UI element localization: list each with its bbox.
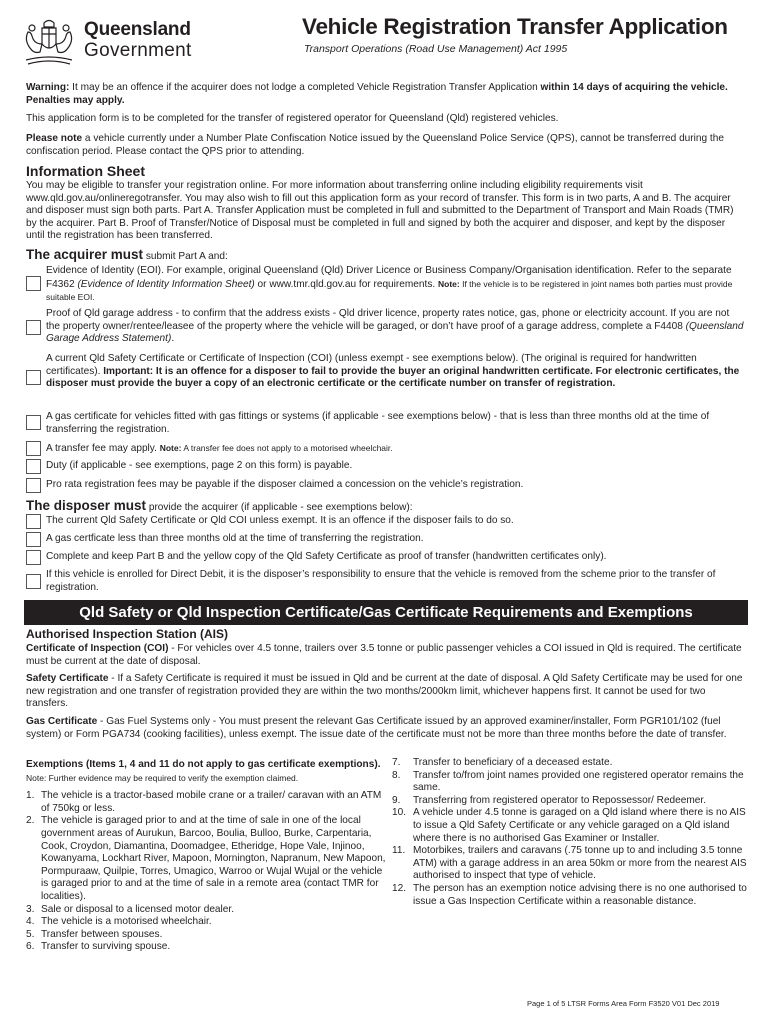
exemption-number: 8.: [392, 769, 401, 781]
note-paragraph: [26, 133, 744, 158]
acquirer-heading: [26, 249, 744, 264]
exemption-item: [26, 916, 386, 929]
safety-certificate-paragraph: Safety Certificate - If a Safety Certificate is required it must be issued in Qld and be current at the date of disposal. A Qld Safety Certificate may be used for one new registration and one transfer of registration provided they are within the two months/2000km limit, whichever happens first. It cannot be used for two transfers.: [26, 673, 743, 710]
disposer-item-part-b: Complete and keep Part B and the yellow copy of the Qld Safety Certificate as proof of transfer (handwritten certificates only).: [46, 551, 607, 562]
exemption-text: Sale or disposal to a licensed motor dealer.: [41, 903, 235, 915]
exemption-item: [392, 757, 748, 770]
acquirer-item-gas-certificate: A gas certificate for vehicles fitted with gas fittings or systems (if applicable - see exemptions below) - that is less than three months old at the time of transferring the registration.: [46, 411, 710, 435]
information-sheet-text: You may be eligible to transfer your registration online. For more information about transferring online including eligibility requirements visit www.qld.gov.au/onlineregotransfer. You may also wish to fill out this application form as your record of transfer. This form is in two parts, A and B. The acquirer and disposer must sign both parts. Part A. Transfer Application must be completed in full and submitted to the Department of Transport and Main Roads (TMR) by the acquirer. Part B. Proof of Transfer/Notice of Disposal must be completed in full and signed by both the acquirer and disposer, and kept by the disposer until the registration has been transferred.: [26, 180, 734, 242]
exemption-item: [26, 929, 386, 942]
disposer-heading: [26, 500, 744, 515]
exemption-item: [26, 904, 386, 917]
exemption-text: Transferring from registered operator to Repossessor/ Redeemer.: [413, 794, 707, 806]
exemption-item: [392, 795, 748, 808]
exemption-number: 3.: [26, 903, 35, 915]
exemption-text: Transfer to/from joint names provided one registered operator remains the same.: [413, 769, 744, 794]
disposer-lead: The disposer must: [26, 498, 147, 513]
ais-heading: Authorised Inspection Station (AIS): [26, 627, 229, 641]
exemption-number: 10.: [392, 807, 407, 819]
information-sheet-heading: Information Sheet: [26, 163, 146, 179]
checkbox-disposer-part-b[interactable]: [26, 550, 41, 565]
note-label: Please note: [26, 133, 83, 144]
disposer-lead-rest: provide the acquirer (if applicable - see exemptions below):: [146, 502, 413, 513]
checkbox-acquirer-garage-address[interactable]: [26, 320, 41, 335]
acquirer-item-transfer-fee: A transfer fee may apply. Note: A transfer fee does not apply to a motorised wheelchair.: [46, 443, 393, 454]
exemption-item: [392, 807, 748, 845]
exemption-number: 2.: [26, 815, 35, 827]
exemption-item: [392, 770, 748, 795]
government-name-line1: Queensland: [84, 19, 191, 40]
government-name-line2: Government: [84, 40, 192, 61]
exemption-item: [26, 815, 386, 903]
exemption-text: A vehicle under 4.5 tonne is garaged on a Qld island where there is no AIS to issue a Qld Safety Certificate or any vehicle garaged on a Qld island where there is no authorised Gas Examiner or Installer.: [413, 807, 746, 844]
disposer-item-safety-certificate: The current Qld Safety Certificate or Qld COI unless exempt. It is an offence if the disposer fails to do so.: [46, 515, 514, 526]
exemption-item: [392, 883, 748, 908]
exemption-text: Motorbikes, trailers and caravans (.75 tonne up to and including 3.5 tonne ATM) with a garage address in an area 50km or more from the nearest AIS authorised to inspect that type of vehicle.: [413, 845, 747, 882]
exemption-text: The vehicle is a tractor-based mobile crane or a trailer/ caravan with an ATM of 750kg or less.: [41, 790, 382, 814]
coat-of-arms-icon: [20, 14, 78, 68]
exemption-text: The vehicle is garaged prior to and at the time of sale in one of the local government areas of Aurukun, Barcoo, Boulia, Bulloo, Burke, Carpentaria, Cook, Croydon, Diamantina, Doomadgee, Etheridge, Hope Vale, Injinoo, Kowanyama, Lockhart River, Mapoon, Mornington, Napranum, New Mapoon, Pormpuraaw, Quilpie, Torres, Umagico, Warroo or Wujal Wujal or the vehicle is garaged prior to and at the time of sale in a remote area (contact TMR for localities).: [41, 815, 386, 902]
warning-label: Warning:: [26, 82, 70, 93]
exemption-number: 6.: [26, 941, 35, 953]
exemption-text: Transfer between spouses.: [41, 928, 163, 940]
exemption-number: 11.: [392, 845, 406, 857]
exemption-text: Transfer to surviving spouse.: [41, 941, 171, 953]
checkbox-acquirer-pro-rata[interactable]: [26, 478, 41, 493]
purpose-paragraph: This application form is to be completed for the transfer of registered operator for Queensland (Qld) registered vehicles.: [26, 113, 559, 124]
exemption-number: 1.: [26, 790, 35, 802]
checkbox-disposer-safety-certificate[interactable]: [26, 514, 41, 529]
gas-certificate-paragraph: Gas Certificate - Gas Fuel Systems only - You must present the relevant Gas Certificate issued by an approved examiner/installer, Form PGR101/102 (fuel system) or Form PGA734 (cooking facilities), unless exempt. The issue date of the certificate must not be more than three months before the date of transfer.: [26, 716, 727, 740]
exemption-item: [26, 941, 386, 954]
exemptions-intro: Exemptions (Items 1, 4 and 11 do not apply to gas certificate exemptions). Note: Further evidence may be required to verify the exemption claimed.: [26, 759, 381, 783]
acquirer-lead: The acquirer must: [26, 247, 144, 262]
page-footer: Page 1 of 5 LTSR Forms Area Form F3520 V01 Dec 2019: [527, 999, 720, 1008]
checkbox-acquirer-safety-certificate[interactable]: [26, 370, 41, 385]
exemption-text: The person has an exemption notice advising there is no one authorised to issue a Gas Inspection Certificate within a reasonable distance.: [413, 882, 747, 907]
exemption-number: 5.: [26, 928, 35, 940]
exemptions-list-right: [392, 757, 748, 908]
exemptions-list-left: [26, 790, 386, 954]
checkbox-acquirer-gas-certificate[interactable]: [26, 415, 41, 430]
form-title: Vehicle Registration Transfer Application: [302, 14, 728, 39]
checkbox-acquirer-eoi[interactable]: [26, 276, 41, 291]
acquirer-item-safety-certificate: A current Qld Safety Certificate or Certificate of Inspection (COI) (unless exempt - see exemptions below). (The original is required for handwritten certificates). Important: It is an offence for a disposer to fail to provide the buyer an original handwritten certificate. For electronic certificates, the disposer must provide the buyer a copy of an electronic certificate or the certificate number on transfer of registration.: [46, 353, 740, 390]
exemption-item: [26, 790, 386, 815]
exemptions-left-column: [26, 758, 386, 954]
disposer-item-direct-debit: If this vehicle is enrolled for Direct Debit, it is the disposer’s responsibility to ensure that the vehicle is removed from the scheme prior to the transfer of registration.: [46, 569, 716, 593]
acquirer-lead-rest: submit Part A and:: [143, 251, 228, 262]
exemption-number: 12.: [392, 882, 407, 894]
coi-paragraph: Certificate of Inspection (COI) - For vehicles over 4.5 tonne, trailers over 3.5 tonne or public passenger vehicles a COI issued in Qld is required. The certificate must be current at the date of disposal.: [26, 643, 742, 667]
exemption-item: [392, 845, 748, 883]
exemption-number: 9.: [392, 794, 401, 806]
exemption-text: The vehicle is a motorised wheelchair.: [41, 916, 212, 928]
warning-text: It may be an offence if the acquirer does not lodge a completed Vehicle Registration Transfer Application: [69, 82, 541, 93]
queensland-government-logo: [20, 14, 210, 70]
checkbox-disposer-direct-debit[interactable]: [26, 574, 41, 589]
disposer-item-gas-certificate: A gas certficate less than three months old at the time of transferring the registration.: [46, 533, 424, 544]
requirements-section-banner: Qld Safety or Qld Inspection Certificate/Gas Certificate Requirements and Exemptions: [24, 600, 748, 625]
acquirer-item-eoi: Evidence of Identity (EOI). For example, original Queensland (Qld) Driver Licence or Business Company/Organisation identification. Refer to the separate F4362 (Evidence of Identity Information Sheet) or www.tmr.qld.gov.au for requirements. Note: If the vehicle is to be registered in joint names both parties must provide suitable EOI.: [46, 265, 733, 303]
exemption-text: Transfer to beneficiary of a deceased estate.: [413, 757, 613, 768]
warning-bold: within 14 days of acquiring the vehicle. Penalties may apply.: [26, 82, 728, 106]
checkbox-acquirer-duty[interactable]: [26, 459, 41, 474]
note-text: a vehicle currently under a Number Plate Confiscation Notice issued by the Queensland Police Service (QPS), cannot be transferred during the confiscation period. Please contact the QPS prior to attending.: [26, 133, 724, 157]
form-act-subtitle: Transport Operations (Road Use Management) Act 1995: [304, 43, 568, 55]
exemptions-right-column: [392, 757, 748, 908]
checkbox-acquirer-transfer-fee[interactable]: [26, 441, 41, 456]
checkbox-disposer-gas-certificate[interactable]: [26, 532, 41, 547]
acquirer-item-duty: Duty (if applicable - see exemptions, page 2 on this form) is payable.: [46, 460, 353, 471]
exemption-number: 4.: [26, 916, 35, 928]
warning-paragraph: [26, 82, 744, 107]
acquirer-item-garage-address: Proof of Qld garage address - to confirm that the address exists - Qld driver licence, property rates notice, gas, phone or electricity account. If you are not the property owner/rentee/leasee of the property where the vehicle will be garaged, or don’t have proof of a garage address, complete a F4408 (Queensland Garage Address Statement).: [46, 308, 744, 345]
acquirer-item-pro-rata: Pro rata registration fees may be payable if the disposer claimed a concession on the vehicle’s registration.: [46, 479, 524, 490]
exemption-number: 7.: [392, 757, 401, 768]
